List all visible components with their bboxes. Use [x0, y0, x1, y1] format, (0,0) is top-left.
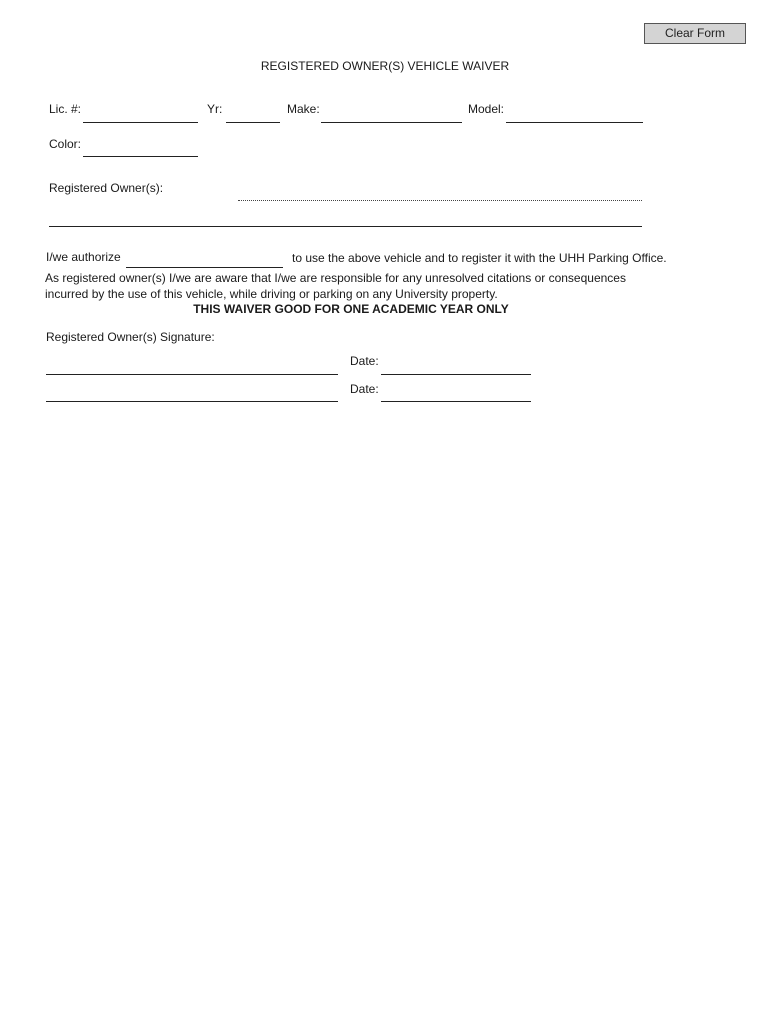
- model-label: Model:: [468, 102, 505, 116]
- academic-year-notice: THIS WAIVER GOOD FOR ONE ACADEMIC YEAR ONLY: [193, 302, 509, 316]
- signature-field-2[interactable]: [46, 401, 338, 402]
- date-label-1: Date:: [350, 354, 379, 368]
- registered-owners-label: Registered Owner(s):: [49, 181, 164, 195]
- responsibility-statement-line-2: incurred by the use of this vehicle, while driving or parking on any University property.: [45, 287, 498, 301]
- registered-owner-field-1[interactable]: [238, 200, 642, 201]
- registered-owner-field-2[interactable]: [49, 226, 642, 227]
- signature-label: Registered Owner(s) Signature:: [46, 330, 215, 344]
- signature-field-1[interactable]: [46, 374, 338, 375]
- clear-form-button[interactable]: Clear Form: [644, 23, 746, 44]
- make-label: Make:: [287, 102, 320, 116]
- authorize-statement-text: to use the above vehicle and to register it with the UHH Parking Office.: [292, 251, 667, 265]
- yr-label: Yr:: [207, 102, 223, 116]
- responsibility-statement-line-1: As registered owner(s) I/we are aware that I/we are responsible for any unresolved citations or consequences: [45, 271, 626, 285]
- color-field[interactable]: [83, 156, 198, 157]
- authorize-label: I/we authorize: [46, 250, 121, 264]
- authorized-person-field[interactable]: [126, 267, 283, 268]
- yr-field[interactable]: [226, 122, 280, 123]
- color-label: Color:: [49, 137, 82, 151]
- make-field[interactable]: [321, 122, 462, 123]
- model-field[interactable]: [506, 122, 643, 123]
- lic-label: Lic. #:: [49, 102, 82, 116]
- lic-field[interactable]: [83, 122, 198, 123]
- date-label-2: Date:: [350, 382, 379, 396]
- form-title: REGISTERED OWNER(S) VEHICLE WAIVER: [260, 59, 510, 73]
- date-field-2[interactable]: [381, 401, 531, 402]
- date-field-1[interactable]: [381, 374, 531, 375]
